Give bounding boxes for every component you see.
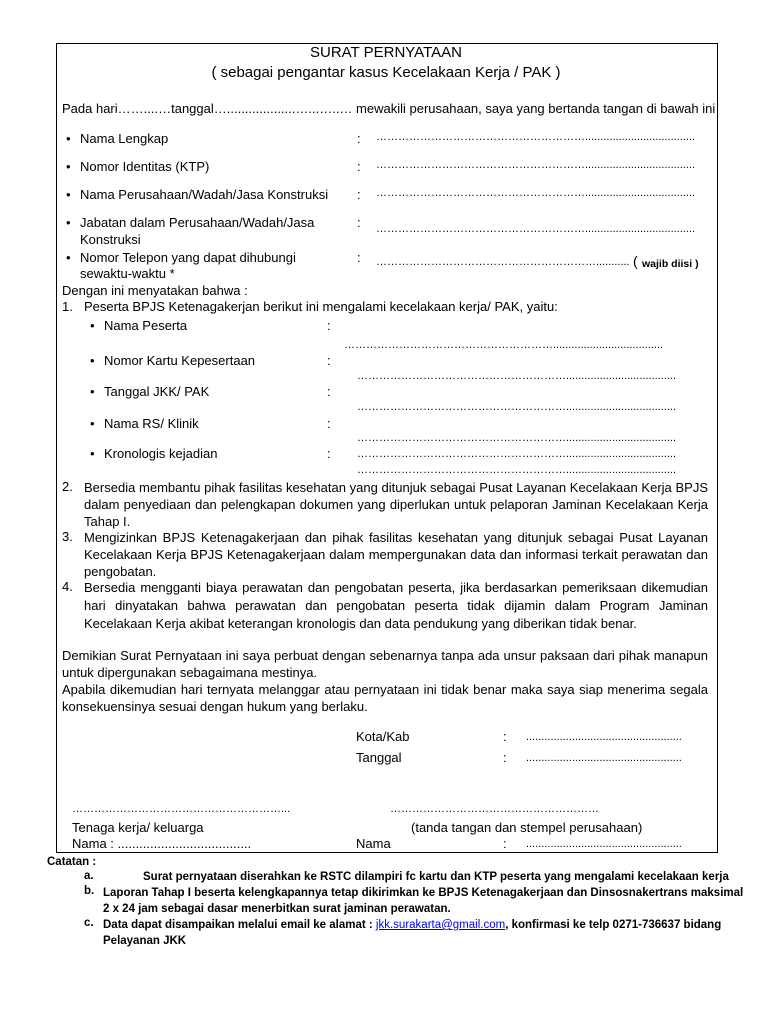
- field-colon: :: [503, 836, 507, 851]
- kota-label: Kota/Kab: [356, 729, 410, 744]
- note-letter: a.: [84, 870, 94, 882]
- note-text: [103, 919, 721, 931]
- note-letter: b.: [84, 885, 95, 897]
- tanggal-blank[interactable]: ...................................................: [526, 752, 682, 764]
- point-text: Peserta BPJS Ketenagakerjan berikut ini mengalami kecelakaan kerja/ PAK, yaitu:: [84, 299, 558, 314]
- participant-blank-kronologis-2[interactable]: …………………………………………………....................................: [357, 464, 677, 476]
- field-colon: :: [357, 187, 361, 202]
- field-label-jabatan: • Jabatan dalam Perusahaan/Wadah/Jasa: [80, 215, 314, 230]
- note-text-pre: Data dapat disampaikan melalui email ke alamat :: [103, 919, 376, 931]
- signature-caption-right: (tanda tangan dan stempel perusahaan): [411, 820, 643, 835]
- field-label-nama-lengkap: • Nama Lengkap: [80, 131, 168, 146]
- declare-intro: Dengan ini menyatakan bahwa :: [62, 283, 248, 298]
- field-colon: :: [327, 416, 331, 431]
- participant-label-tanggal: • Tanggal JKK/ PAK: [104, 384, 209, 399]
- field-colon: :: [327, 446, 331, 461]
- note-text: Laporan Tahap I beserta kelengkapannya tetap dikirimkan ke BPJS Ketenagakerjaan dan Dinsosnakertrans maksimal: [103, 887, 744, 899]
- closing-paragraph: Demikian Surat Pernyataan ini saya perbuat dengan sebenarnya tanpa ada unsur paksaan dari pihak manapun untuk dipergunakan sebagaimana mestinya.: [62, 648, 708, 680]
- field-label-telepon-cont: sewaktu-waktu *: [80, 266, 175, 281]
- field-blank-perusahaan[interactable]: …………………………………………………....................................: [376, 187, 696, 199]
- field-colon: :: [327, 353, 331, 368]
- participant-label-nama: • Nama Peserta: [104, 318, 187, 333]
- note-text: Surat pernyataan diserahkan ke RSTC dilampiri fc kartu dan KTP peserta yang mengalami kecelakaan kerja: [143, 871, 729, 883]
- kota-blank[interactable]: ...................................................: [526, 731, 682, 743]
- point-number: 3.: [62, 529, 73, 544]
- point-number: 4.: [62, 579, 73, 594]
- field-blank-nama-lengkap[interactable]: …………………………………………………....................................: [376, 131, 696, 143]
- signature-line-right[interactable]: …………………………………………………: [390, 803, 599, 815]
- field-blank-telepon[interactable]: ……………………………………………………...........: [376, 256, 630, 268]
- participant-label-kartu: • Nomor Kartu Kepesertaan: [104, 353, 255, 368]
- participant-blank-kronologis[interactable]: …………………………………………………....................................: [357, 448, 677, 460]
- field-colon: :: [327, 318, 331, 333]
- tanggal-label: Tanggal: [356, 750, 402, 765]
- field-label-jabatan-cont: Konstruksi: [80, 232, 141, 247]
- field-colon: :: [357, 215, 361, 230]
- field-blank-ktp[interactable]: …………………………………………………....................................: [376, 159, 696, 171]
- paren-open: (: [633, 253, 638, 269]
- field-colon: :: [327, 384, 331, 399]
- field-colon: :: [357, 250, 361, 265]
- field-label-perusahaan: • Nama Perusahaan/Wadah/Jasa Konstruksi: [80, 187, 328, 202]
- field-label-telepon: • Nomor Telepon yang dapat dihubungi: [80, 250, 296, 265]
- point-number: 1.: [62, 299, 73, 314]
- field-blank-jabatan[interactable]: …………………………………………………....................................: [376, 223, 696, 235]
- note-text-post: , konfirmasi ke telp 0271-736637 bidang: [505, 919, 722, 931]
- intro-line: Pada hari……....…tanggal…...................…...…..… mewakili perusahaan, saya yang bertanda tangan di bawah ini: [62, 101, 716, 116]
- point-text: Mengizinkan BPJS Ketenagakerjaan dan pihak fasilitas kesehatan yang ditunjuk sebagai Pusat Layanan Kecelakaan Kerja BPJS Ketenagakerjaan dalam mempergunakan data dan informasi terkait perawatan dan pengobatan.: [84, 530, 708, 579]
- field-colon: :: [357, 159, 361, 174]
- signature-name-right-label: Nama: [356, 836, 391, 851]
- document-subtitle: ( sebagai pengantar kasus Kecelakaan Kerja / PAK ): [211, 64, 561, 81]
- signature-name-right-blank[interactable]: ...................................................: [526, 838, 682, 850]
- field-colon: :: [503, 750, 507, 765]
- email-link[interactable]: jkk.surakarta@gmail.com: [375, 919, 506, 931]
- field-colon: :: [357, 131, 361, 146]
- field-label-ktp: • Nomor Identitas (KTP): [80, 159, 209, 174]
- closing-paragraph-2: Apabila dikemudian hari ternyata melanggar atau pernyataan ini tidak benar maka saya siap menerima segala konsekuensinya sesuai dengan hukum yang berlaku.: [62, 682, 708, 714]
- signature-caption-left: Tenaga kerja/ keluarga: [72, 820, 204, 835]
- participant-blank-kartu[interactable]: …………………………………………………....................................: [357, 370, 677, 382]
- signature-line-left[interactable]: …………………………………………………...: [72, 803, 291, 815]
- participant-label-rs: • Nama RS/ Klinik: [104, 416, 199, 431]
- note-text-cont: 2 x 24 jam sebagai dasar menerbitkan surat jaminan perawatan.: [103, 903, 451, 915]
- point-text: Bersedia membantu pihak fasilitas kesehatan yang ditunjuk sebagai Pusat Layanan Kecelakaan Kerja BPJS dalam penyediaan dan pelengkapan dokumen yang diperlukan untuk pelaporan Jaminan Kecelakaan Kerja Tahap I.: [84, 480, 708, 529]
- participant-blank-tanggal[interactable]: …………………………………………………....................................: [357, 401, 677, 413]
- point-text: Bersedia mengganti biaya perawatan dan pengobatan peserta, jika berdasarkan pemeriksaan dikemudian hari dinyatakan bahwa perawatan dan pengobatan peserta tidak dijamin dalam Program Jaminan Kecelakaan Kerja akibat keterangan kronologis dan data pendukung yang diberikan tidak benar.: [84, 580, 708, 631]
- field-colon: :: [503, 729, 507, 744]
- participant-blank-nama[interactable]: …………………………………………………....................................: [344, 339, 664, 351]
- participant-label-kronologis: • Kronologis kejadian: [104, 446, 217, 461]
- note-text-cont: Pelayanan JKK: [103, 935, 187, 947]
- note-letter: c.: [84, 917, 94, 929]
- notes-heading: Catatan :: [47, 856, 97, 868]
- point-number: 2.: [62, 479, 73, 494]
- signature-name-left: Nama : .....................................: [72, 836, 252, 851]
- document-title: SURAT PERNYATAAN: [310, 44, 462, 61]
- participant-blank-rs[interactable]: …………………………………………………....................................: [357, 432, 677, 444]
- required-note: wajib diisi ): [642, 258, 699, 270]
